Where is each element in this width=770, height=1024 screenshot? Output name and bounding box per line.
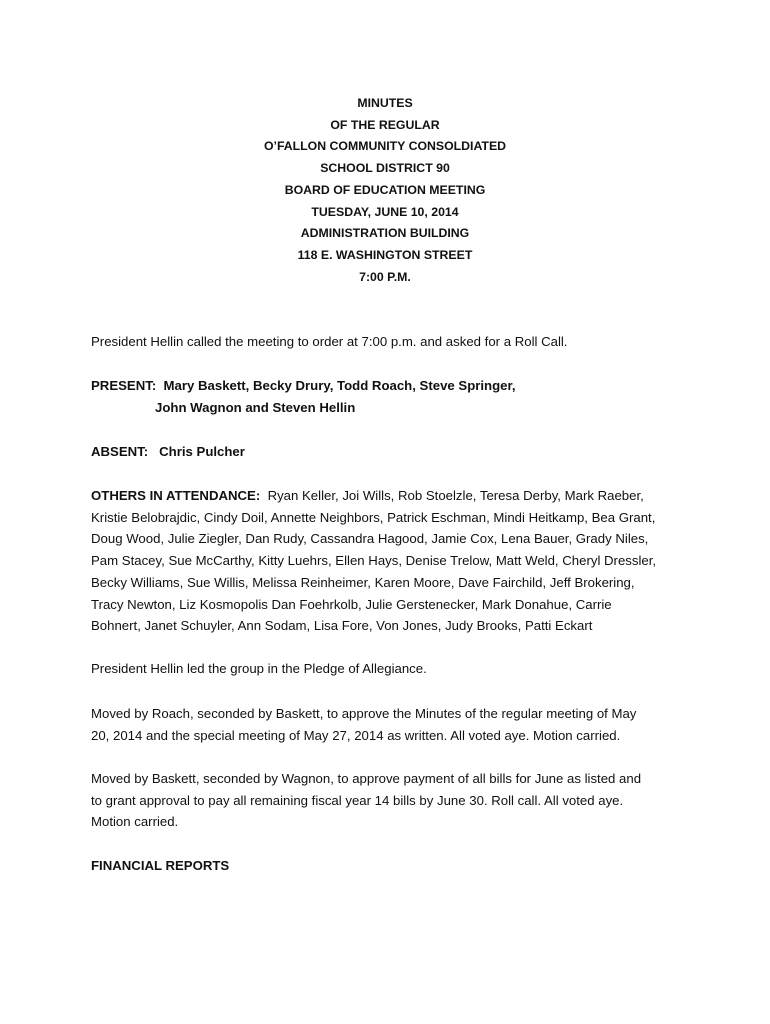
absent-names: Chris Pulcher	[159, 444, 245, 459]
header-line: MINUTES	[357, 96, 413, 110]
present-label: PRESENT:	[91, 378, 157, 393]
call-to-order-text: President Hellin called the meeting to order at 7:00 p.m. and asked for a Roll Call.	[91, 334, 568, 349]
others-names-line: Bohnert, Janet Schuyler, Ann Sodam, Lisa Fore, Von Jones, Judy Brooks, Patti Eckart	[91, 618, 593, 634]
motion-bills-paragraph	[91, 768, 691, 833]
section-heading: FINANCIAL REPORTS	[91, 858, 230, 873]
others-line-1	[91, 485, 691, 507]
financial-reports-heading	[91, 855, 691, 877]
header-line: 7:00 P.M.	[359, 269, 411, 284]
others-names-line: Kristie Belobrajdic, Cindy Doil, Annette Neighbors, Patrick Eschman, Mindi Heitkamp, Bea Grant,	[91, 509, 656, 525]
motion-line: Motion carried.	[91, 814, 179, 830]
call-to-order-paragraph	[91, 331, 691, 353]
others-names-line: Doug Wood, Julie Ziegler, Dan Rudy, Cassandra Hagood, Jamie Cox, Lena Bauer, Grady Niles,	[91, 531, 649, 547]
pledge-text: President Hellin led the group in the Pledge of Allegiance.	[91, 661, 427, 676]
others-section	[91, 485, 691, 637]
present-names-1: Mary Baskett, Becky Drury, Todd Roach, Steve Springer,	[163, 378, 516, 393]
absent-label: ABSENT:	[91, 444, 149, 459]
others-label: OTHERS IN ATTENDANCE:	[91, 488, 261, 503]
motion-line: to grant approval to pay all remaining fiscal year 14 bills by June 30. Roll call. All voted aye.	[91, 792, 624, 808]
motion-line: 20, 2014 and the special meeting of May 27, 2014 as written. All voted aye. Motion carried.	[91, 727, 621, 743]
pledge-paragraph	[91, 658, 691, 680]
motion-minutes-paragraph	[91, 703, 691, 746]
header-line: BOARD OF EDUCATION MEETING	[284, 182, 486, 197]
others-names-line: Pam Stacey, Sue McCarthy, Kitty Luehrs, Ellen Hays, Denise Trelow, Matt Weld, Cheryl Dressler,	[91, 553, 657, 569]
header-line: OF THE REGULAR	[330, 117, 440, 132]
motion-line: Moved by Roach, seconded by Baskett, to approve the Minutes of the regular meeting of May	[91, 706, 637, 721]
header-line: O’FALLON COMMUNITY CONSOLDIATED	[263, 139, 507, 154]
present-names-2: John Wagnon and Steven Hellin	[155, 399, 356, 415]
header-line: SCHOOL DISTRICT 90	[320, 161, 450, 176]
minutes-header	[0, 93, 770, 288]
others-names-line: Becky Williams, Sue Willis, Melissa Reinheimer, Karen Moore, Dave Fairchild, Jeff Brokering,	[91, 574, 635, 590]
header-line: 118 E. WASHINGTON STREET	[297, 247, 473, 262]
present-line-1	[91, 375, 691, 397]
others-names-1: Ryan Keller, Joi Wills, Rob Stoelzle, Teresa Derby, Mark Raeber,	[267, 488, 644, 503]
motion-line: Moved by Baskett, seconded by Wagnon, to approve payment of all bills for June as listed and	[91, 771, 642, 786]
absent-section	[91, 441, 691, 463]
header-line: TUESDAY, JUNE 10, 2014	[311, 204, 459, 219]
header-line: ADMINISTRATION BUILDING	[300, 226, 470, 241]
others-names-line: Tracy Newton, Liz Kosmopolis Dan Foehrkolb, Julie Gerstenecker, Mark Donahue, Carrie	[91, 596, 612, 612]
present-section	[91, 375, 691, 418]
